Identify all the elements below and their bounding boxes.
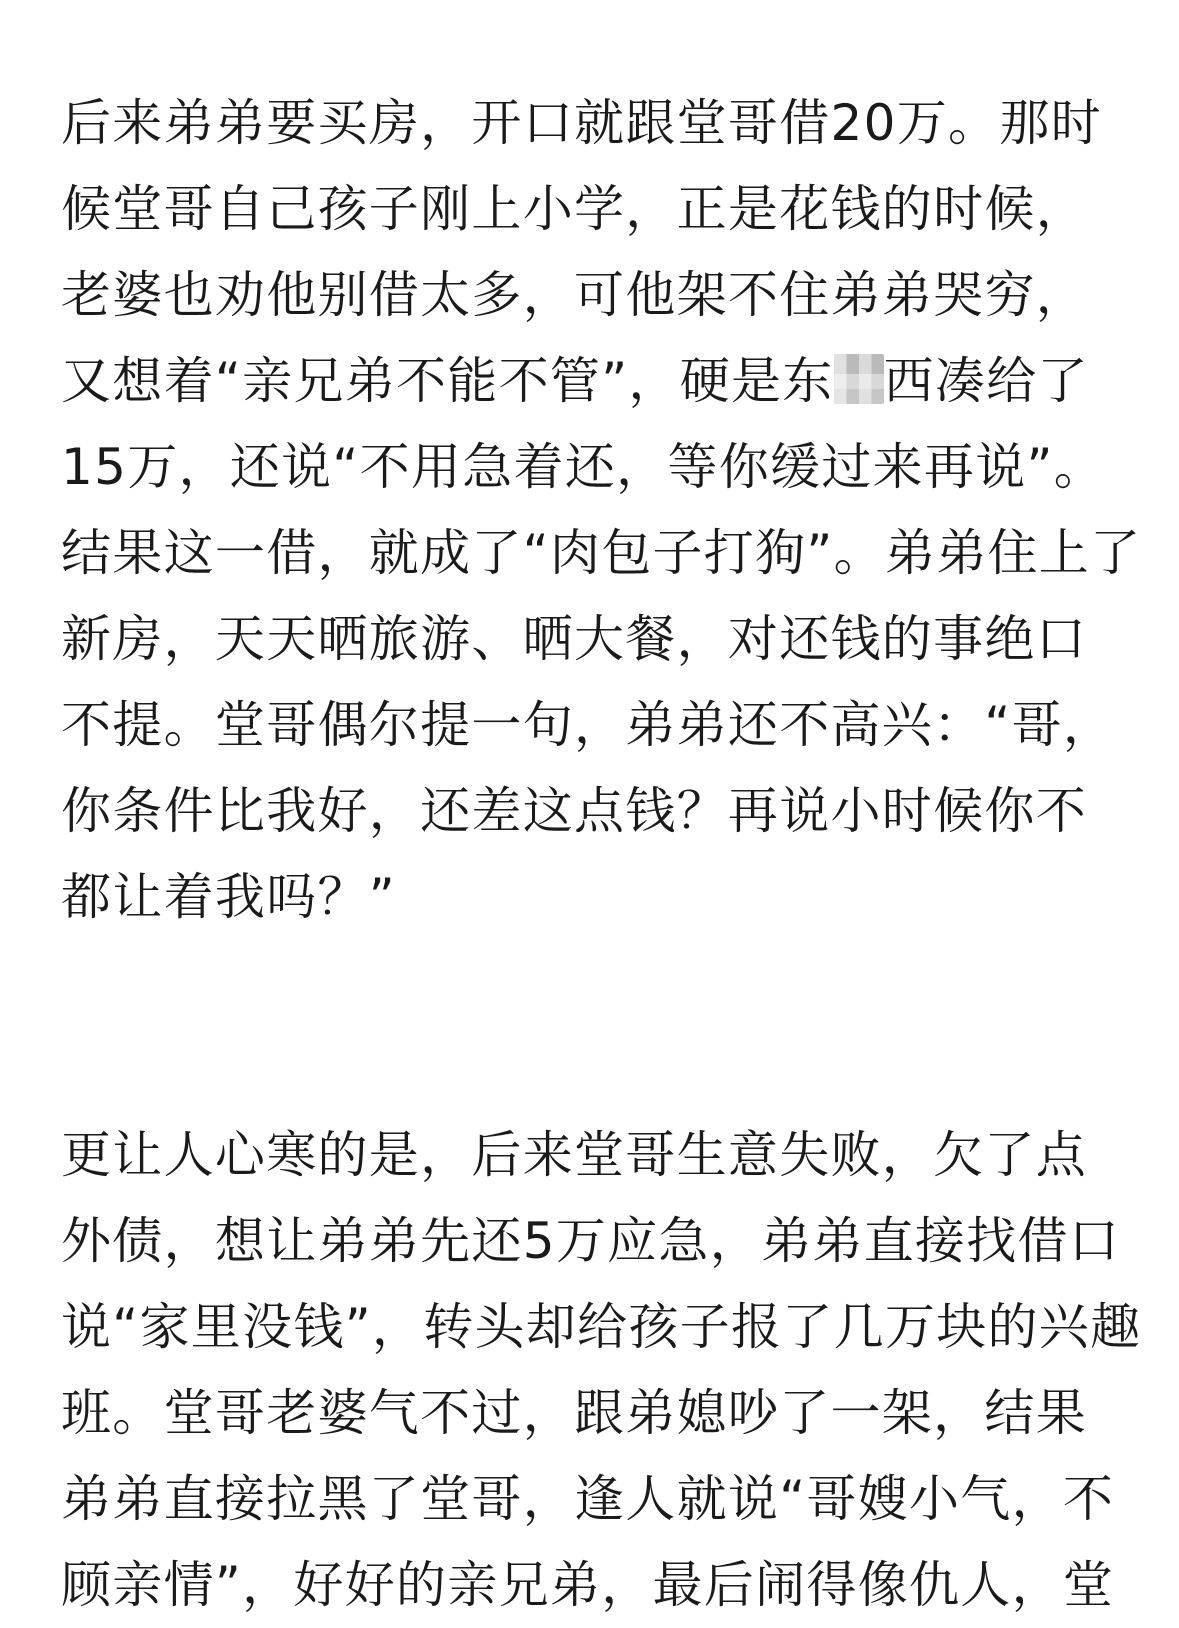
paragraph-line: 你条件比我好，还差这点钱？再说小时候你不 xyxy=(61,782,1087,840)
paragraph-line: 更让人心寒的是，后来堂哥生意失败，欠了点 xyxy=(61,1126,1087,1184)
paragraph-line: 班。堂哥老婆气不过，跟弟媳吵了一架，结果 xyxy=(61,1384,1087,1442)
paragraph-line: 新房，天天晒旅游、晒大餐，对还钱的事绝口 xyxy=(61,610,1087,668)
paragraph-line: 候堂哥自己孩子刚上小学，正是花钱的时候， xyxy=(61,180,1087,238)
paragraph-line: 后来弟弟要买房，开口就跟堂哥借20万。那时 xyxy=(61,94,1102,152)
paragraph-spacer xyxy=(61,940,1131,1112)
paragraph-line-with-mosaic xyxy=(61,338,1131,424)
paragraph-line: 弟弟直接拉黑了堂哥，逢人就说“哥嫂小气，不 xyxy=(61,1470,1115,1528)
paragraph-1 xyxy=(61,80,1142,940)
paragraph-line: 不提。堂哥偶尔提一句，弟弟还不高兴：“哥， xyxy=(61,696,1115,754)
line-text-after-mosaic: 西凑给了 xyxy=(883,352,1089,410)
paragraph-line: 都让着我吗？” xyxy=(61,868,397,926)
paragraph-line: 15万，还说“不用急着还，等你缓过来再说”。 xyxy=(61,438,1106,496)
article-body xyxy=(61,80,1142,1628)
mosaic-censored-char xyxy=(834,354,884,404)
line-text-before-mosaic: 又想着“亲兄弟不能不管”，硬是东 xyxy=(61,352,834,410)
paragraph-line-cut-off: 顾亲情”，好好的亲兄弟，最后闹得像仇人，堂 xyxy=(61,1556,1115,1614)
paragraph-line: 外债，想让弟弟先还5万应急，弟弟直接找借口 xyxy=(61,1212,1121,1270)
paragraph-line: 说“家里没钱”，转头却给孩子报了几万块的兴趣 xyxy=(61,1298,1142,1356)
paragraph-line: 结果这一借，就成了“肉包子打狗”。弟弟住上了 xyxy=(61,524,1142,582)
paragraph-2 xyxy=(61,1112,1142,1628)
paragraph-line: 老婆也劝他别借太多，可他架不住弟弟哭穷， xyxy=(61,266,1087,324)
